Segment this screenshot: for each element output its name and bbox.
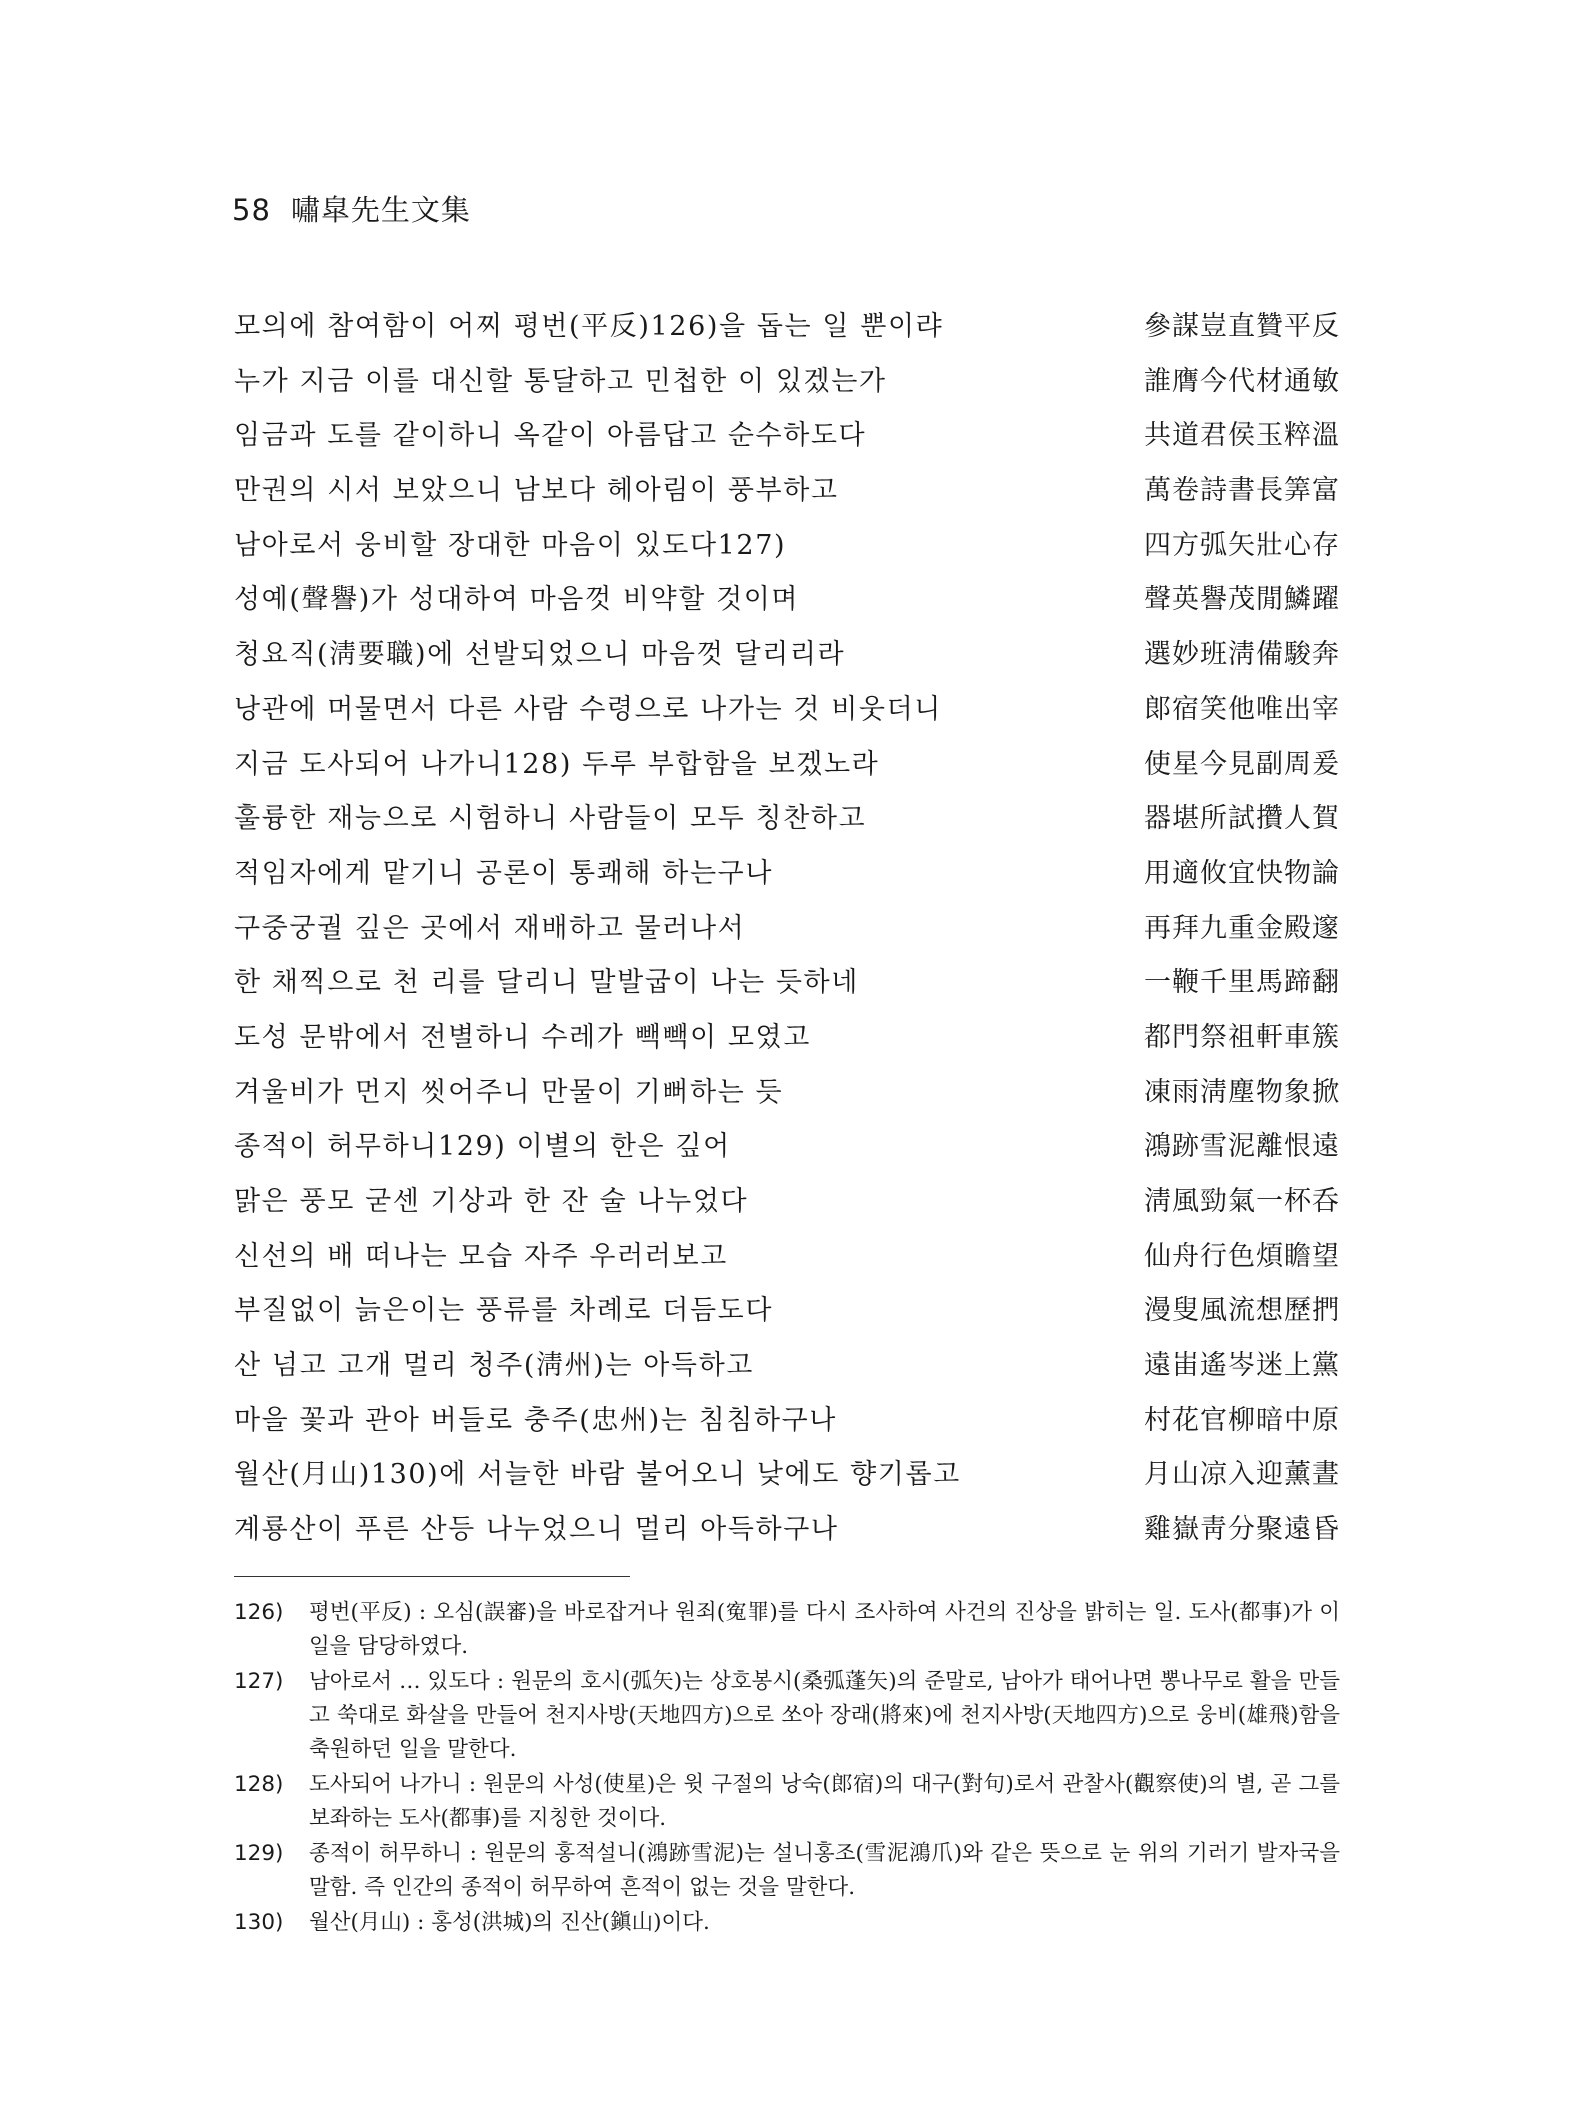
verse-chinese: 都門祭祖軒車簇: [1144, 1021, 1340, 1053]
verse-korean: 종적이 허무하니129) 이별의 한은 깊어: [234, 1131, 731, 1163]
footnote-text: 월산(月山) : 홍성(洪城)의 진산(鎭山)이다.: [309, 1910, 710, 1935]
verse-chinese: 器堪所試攢人賀: [1144, 803, 1340, 835]
verse-line: [234, 1503, 1340, 1558]
verse-korean: 신선의 배 떠나는 모습 자주 우러러보고: [234, 1240, 728, 1272]
verse-chinese: 遠峀遙岑迷上黨: [1144, 1350, 1340, 1382]
verse-chinese: 村花官柳暗中原: [1144, 1404, 1340, 1436]
verse-chinese: 凍雨淸塵物象掀: [1144, 1076, 1340, 1108]
footnote-text: 평번(平反) : 오심(誤審)을 바로잡거나 원죄(寃罪)를 다시 조사하여 사건의 진상을 밝히는 일. 도사(都事)가 이 일을 담당하였다.: [309, 1600, 1340, 1659]
verse-chinese: 一鞭千里馬蹄翻: [1144, 967, 1340, 999]
verse-chinese: 聲英譽茂閒鱗躍: [1144, 584, 1340, 616]
book-title: 嘯皐先生文集: [290, 193, 471, 227]
verse-line: [234, 464, 1340, 519]
verse-chinese: 萬卷詩書長筭富: [1144, 475, 1340, 507]
verse-korean: 도성 문밖에서 전별하니 수레가 빽빽이 모였고: [234, 1021, 811, 1053]
verse-korean: 구중궁궐 깊은 곳에서 재배하고 물러나서: [234, 912, 746, 944]
verse-korean: 모의에 참여함이 어찌 평번(平反)126)을 돕는 일 뿐이랴: [234, 311, 944, 342]
verse-line: [234, 1394, 1340, 1449]
footnote-number: 129): [234, 1841, 284, 1866]
verse-chinese: 使星今見副周爰: [1144, 748, 1340, 780]
verse-chinese: 鴻跡雪泥離恨遠: [1144, 1131, 1340, 1163]
footnote-number: 127): [234, 1669, 284, 1694]
verse-chinese: 參謀豈直贊平反: [1144, 311, 1340, 342]
footnote: [234, 1665, 1340, 1767]
verse-line: [234, 1284, 1340, 1339]
verse-line: [234, 1011, 1340, 1066]
verse-korean: 지금 도사되어 나가니128) 두루 부합함을 보겠노라: [234, 748, 880, 780]
verse-body: [234, 300, 1340, 1558]
footnote: [234, 1596, 1340, 1664]
verse-chinese: 雞嶽靑分聚遠昏: [1144, 1514, 1340, 1546]
verse-line: [234, 792, 1340, 847]
verse-line: [234, 1120, 1340, 1175]
verse-korean: 적임자에게 맡기니 공론이 통쾌해 하는구나: [234, 857, 774, 889]
verse-korean: 훌륭한 재능으로 시험하니 사람들이 모두 칭찬하고: [234, 803, 867, 835]
verse-korean: 만권의 시서 보았으니 남보다 헤아림이 풍부하고: [234, 475, 839, 507]
verse-korean: 산 넘고 고개 멀리 청주(淸州)는 아득하고: [234, 1350, 754, 1382]
footnote: [234, 1906, 1340, 1940]
verse-chinese: 選妙班淸備駿奔: [1144, 639, 1340, 671]
verse-korean: 마을 꽃과 관아 버들로 충주(忠州)는 침침하구나: [234, 1404, 837, 1436]
verse-korean: 계룡산이 푸른 산등 나누었으니 멀리 아득하구나: [234, 1514, 839, 1546]
verse-line: [234, 573, 1340, 628]
verse-chinese: 共道君侯玉粹溫: [1144, 420, 1340, 452]
verse-korean: 성예(聲譽)가 성대하여 마음껏 비약할 것이며: [234, 584, 800, 616]
footnote: [234, 1768, 1340, 1836]
verse-chinese: 誰膺今代材通敏: [1144, 365, 1340, 397]
verse-korean: 겨울비가 먼지 씻어주니 만물이 기뻐하는 듯: [234, 1076, 784, 1108]
footnote-text: 종적이 허무하니 : 원문의 홍적설니(鴻跡雪泥)는 설니홍조(雪泥鴻爪)와 같은 뜻으로 눈 위의 기러기 발자국을 말함. 즉 인간의 종적이 허무하여 흔적이 없는 것을 말한다.: [309, 1841, 1340, 1900]
verse-line: [234, 1175, 1340, 1230]
footnote: [234, 1837, 1340, 1905]
footnote-text: 남아로서 … 있도다 : 원문의 호시(弧矢)는 상호봉시(桑弧蓬矢)의 준말로, 남아가 태어나면 뽕나무로 활을 만들고 쑥대로 화살을 만들어 천지사방(天地四方)으로 쏘아 장래(將來)에 천지사방(天地四方)으로 웅비(雄飛)함을 축원하던 일을 말한다.: [309, 1669, 1340, 1762]
verse-korean: 누가 지금 이를 대신할 통달하고 민첩한 이 있겠는가: [234, 365, 887, 397]
verse-chinese: 四方弧矢壯心存: [1144, 529, 1340, 561]
footnotes: [234, 1596, 1340, 1941]
verse-chinese: 漫叟風流想歷捫: [1144, 1295, 1340, 1327]
page-number: 58: [232, 193, 271, 227]
verse-line: [234, 738, 1340, 793]
verse-line: [234, 1448, 1340, 1503]
verse-line: [234, 409, 1340, 464]
verse-chinese: 仙舟行色煩瞻望: [1144, 1240, 1340, 1272]
verse-chinese: 再拜九重金殿邃: [1144, 912, 1340, 944]
verse-line: [234, 847, 1340, 902]
running-head: [232, 188, 471, 229]
footnote-number: 128): [234, 1772, 284, 1797]
verse-chinese: 淸風勁氣一杯呑: [1144, 1186, 1340, 1217]
verse-line: [234, 902, 1340, 957]
footnote-text: 도사되어 나가니 : 원문의 사성(使星)은 윗 구절의 낭숙(郎宿)의 대구(對句)로서 관찰사(觀察使)의 별, 곧 그를 보좌하는 도사(都事)를 지칭한 것이다.: [309, 1772, 1340, 1831]
verse-line: [234, 519, 1340, 574]
verse-chinese: 郞宿笑他唯出宰: [1144, 693, 1340, 725]
verse-line: [234, 956, 1340, 1011]
verse-korean: 부질없이 늙은이는 풍류를 차례로 더듬도다: [234, 1295, 774, 1327]
verse-line: [234, 683, 1340, 738]
verse-korean: 낭관에 머물면서 다른 사람 수령으로 나가는 것 비웃더니: [234, 693, 942, 725]
verse-korean: 맑은 풍모 굳센 기상과 한 잔 술 나누었다: [234, 1186, 749, 1217]
verse-korean: 임금과 도를 같이하니 옥같이 아름답고 순수하도다: [234, 420, 867, 452]
verse-line: [234, 1066, 1340, 1121]
verse-line: [234, 1339, 1340, 1394]
verse-korean: 청요직(淸要職)에 선발되었으니 마음껏 달리리라: [234, 639, 846, 671]
verse-line: [234, 628, 1340, 683]
verse-chinese: 月山凉入迎薰晝: [1144, 1459, 1340, 1491]
verse-korean: 한 채찍으로 천 리를 달리니 말발굽이 나는 듯하네: [234, 967, 859, 999]
footnote-number: 126): [234, 1600, 284, 1625]
verse-line: [234, 355, 1340, 410]
verse-chinese: 用適攸宜快物論: [1144, 857, 1340, 889]
footnote-divider: [234, 1576, 630, 1577]
footnote-number: 130): [234, 1910, 284, 1935]
verse-korean: 월산(月山)130)에 서늘한 바람 불어오니 낮에도 향기롭고: [234, 1459, 961, 1491]
verse-korean: 남아로서 웅비할 장대한 마음이 있도다127): [234, 529, 787, 561]
verse-line: [234, 1230, 1340, 1285]
verse-line: [234, 300, 1340, 355]
